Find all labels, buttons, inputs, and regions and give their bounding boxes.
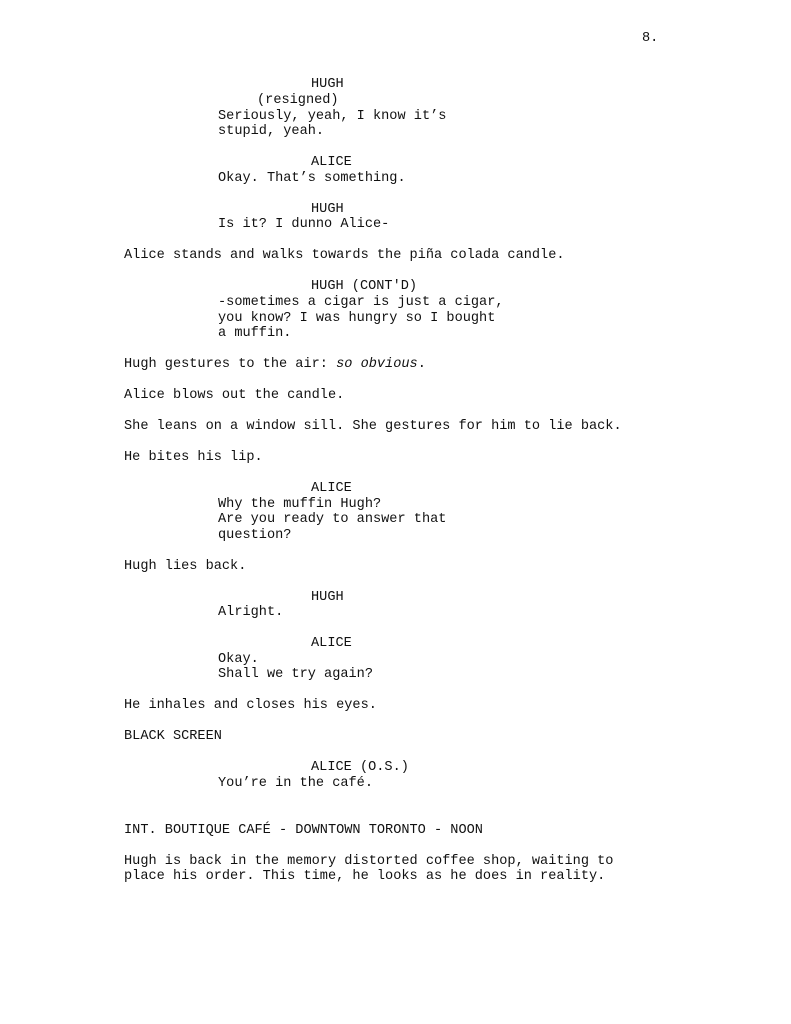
character-name: HUGH bbox=[311, 202, 344, 217]
action-text: . bbox=[417, 357, 426, 372]
emphasis-text: so obvious bbox=[336, 357, 418, 372]
action-line: She leans on a window sill. She gestures for him to lie back. bbox=[124, 419, 622, 434]
dialogue-line: Alright. bbox=[218, 605, 284, 620]
dialogue-line: Is it? I dunno Alice- bbox=[218, 217, 390, 232]
dialogue-line: Okay. bbox=[218, 652, 259, 667]
parenthetical: (resigned) bbox=[257, 93, 339, 108]
dialogue-line: Seriously, yeah, I know it’s bbox=[218, 109, 447, 124]
action-line: Alice blows out the candle. bbox=[124, 388, 345, 403]
dialogue-line: a muffin. bbox=[218, 326, 292, 341]
action-text: Hugh gestures to the air: bbox=[124, 357, 337, 372]
dialogue-line: Shall we try again? bbox=[218, 667, 373, 682]
dialogue-line: stupid, yeah. bbox=[218, 124, 325, 139]
dialogue-line: Why the muffin Hugh? bbox=[218, 497, 382, 512]
action-line: He inhales and closes his eyes. bbox=[124, 698, 377, 713]
character-name: HUGH (CONT'D) bbox=[311, 279, 418, 294]
character-name: ALICE bbox=[311, 155, 352, 170]
dialogue-line: question? bbox=[218, 528, 292, 543]
action-line: Hugh is back in the memory distorted coffee shop, waiting to bbox=[124, 854, 614, 869]
character-name: HUGH bbox=[311, 590, 344, 605]
action-line bbox=[124, 357, 426, 373]
action-line: Alice stands and walks towards the piña colada candle. bbox=[124, 248, 565, 263]
dialogue-line: You’re in the café. bbox=[218, 776, 373, 791]
action-line: He bites his lip. bbox=[124, 450, 263, 465]
character-name: ALICE (O.S.) bbox=[311, 760, 409, 775]
scene-heading: INT. BOUTIQUE CAFÉ - DOWNTOWN TORONTO - NOON bbox=[124, 823, 483, 838]
action-line: place his order. This time, he looks as he does in reality. bbox=[124, 869, 606, 884]
character-name: ALICE bbox=[311, 481, 352, 496]
page-number: 8. bbox=[642, 31, 659, 46]
dialogue-line: Okay. That’s something. bbox=[218, 171, 406, 186]
character-name: ALICE bbox=[311, 636, 352, 651]
dialogue-line: you know? I was hungry so I bought bbox=[218, 311, 496, 326]
action-line: Hugh lies back. bbox=[124, 559, 247, 574]
character-name: HUGH bbox=[311, 77, 344, 92]
dialogue-line: -sometimes a cigar is just a cigar, bbox=[218, 295, 504, 310]
action-line: BLACK SCREEN bbox=[124, 729, 222, 744]
dialogue-line: Are you ready to answer that bbox=[218, 512, 447, 527]
